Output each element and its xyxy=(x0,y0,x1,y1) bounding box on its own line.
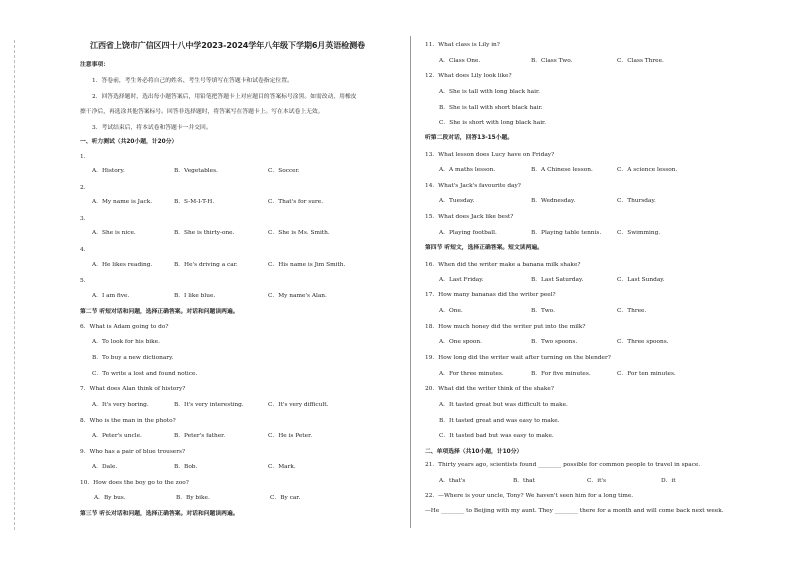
option-a[interactable]: A．Last Friday. xyxy=(439,277,484,283)
section-1-header: 一、听力测试（共20小题，计20分） xyxy=(80,139,178,145)
notice-2: 2．回答选择题时，选出每小题答案后，用铅笔把答题卡上对应题目的答案标号涂黑。如需改动，用橡皮 xyxy=(92,94,357,100)
part-4-header: 第四节 听短文，选择正确答案。短文读两遍。 xyxy=(425,245,543,251)
question-stem: 13．What lesson does Lucy have on Friday? xyxy=(425,152,555,158)
notice-2-cont: 擦干净后，再选涂其他答案标号。回答非选择题时，将答案写在答题卡上。写在本试卷上无效。 xyxy=(80,109,324,115)
question-number: 2． xyxy=(80,185,90,191)
option-b[interactable]: B．A Chinese lesson. xyxy=(531,167,593,173)
option-b[interactable]: B．S-M-I-T-H. xyxy=(174,199,215,205)
option-a[interactable]: A．Peter's uncle. xyxy=(92,433,142,439)
question-stem: 8．Who is the man in the photo? xyxy=(80,418,176,424)
option-c[interactable]: C．Last Sunday. xyxy=(617,277,665,283)
option-c[interactable]: C．By car. xyxy=(270,495,301,501)
option-b[interactable]: B．Class Two. xyxy=(531,58,573,64)
question-stem: 15．What does Jack like best? xyxy=(425,214,514,220)
option-a[interactable]: A．I am five. xyxy=(92,293,130,299)
dialog-2-header: 听第二段对话，回答13-15小题。 xyxy=(425,135,514,141)
option-b[interactable]: B．For five minutes. xyxy=(531,371,591,377)
exam-title: 江西省上饶市广信区四十八中学2023-2024学年八年级下学期6月英语检测卷 xyxy=(90,40,365,50)
option-a[interactable]: A．My name is Jack. xyxy=(92,199,153,205)
option-c[interactable]: C．It's very difficult. xyxy=(268,402,329,408)
option-c[interactable]: C．My name's Alan. xyxy=(268,293,327,299)
option-b[interactable]: B．He's driving a car. xyxy=(174,262,238,268)
option-c[interactable]: C．She is short with long black hair. xyxy=(439,120,547,126)
question-stem: 21．Thirty years ago, scientists found ________ possible for common people to travel in space. xyxy=(425,462,701,468)
option-c[interactable]: C．To write a lost and found notice. xyxy=(92,371,198,377)
option-a[interactable]: A．He likes reading. xyxy=(92,262,153,268)
option-c[interactable]: C．Three. xyxy=(617,308,647,314)
option-c[interactable]: C．She is Ms. Smith. xyxy=(268,230,330,236)
option-b[interactable]: B．It's very interesting. xyxy=(174,402,244,408)
question-number: 1． xyxy=(80,154,90,160)
option-b[interactable]: B．that xyxy=(513,478,535,484)
option-a[interactable]: A．For three minutes. xyxy=(439,371,504,377)
option-c[interactable]: C．He is Peter. xyxy=(268,433,313,439)
question-stem: 19．How long did the writer wait after turning on the blender? xyxy=(425,355,611,361)
option-d[interactable]: D．it xyxy=(661,478,676,484)
option-a[interactable]: A．One. xyxy=(439,308,463,314)
option-a[interactable]: A．Dale. xyxy=(92,464,118,470)
binding-line xyxy=(14,40,15,530)
option-c[interactable]: C．Swimming. xyxy=(617,230,661,236)
notice-label: 注意事项： xyxy=(80,62,109,68)
option-b[interactable]: B．To buy a new dictionary. xyxy=(92,355,174,361)
question-stem: 18．How much honey did the writer put into the milk? xyxy=(425,324,586,330)
option-b[interactable]: B．Playing table tennis. xyxy=(531,230,602,236)
question-number: 5． xyxy=(80,278,90,284)
option-b[interactable]: B．She is thirty-one. xyxy=(174,230,235,236)
option-b[interactable]: B．By bike. xyxy=(176,495,210,501)
question-stem: 14．What's Jack's favourite day? xyxy=(425,183,521,189)
option-c[interactable]: C．Mark. xyxy=(268,464,296,470)
section-2-header: 二、单项选择（共10小题，计10分） xyxy=(425,449,523,455)
option-c[interactable]: C．His name is Jim Smith. xyxy=(268,262,346,268)
question-stem: 12．What does Lily look like? xyxy=(425,73,512,79)
question-stem: 16．When did the writer make a banana milk shake? xyxy=(425,262,581,268)
option-c[interactable]: C．Class Three. xyxy=(617,58,664,64)
question-stem: 9．Who has a pair of blue trousers? xyxy=(80,449,186,455)
option-a[interactable]: A．Playing football. xyxy=(439,230,497,236)
option-a[interactable]: A．It tasted great but was difficult to make. xyxy=(439,402,568,408)
option-c[interactable]: C．Soccer. xyxy=(268,168,300,174)
question-stem: 11．What class is Lily in? xyxy=(425,42,500,48)
option-c[interactable]: C．Three spoons. xyxy=(617,339,669,345)
option-a[interactable]: A．She is nice. xyxy=(92,230,136,236)
question-number: 3． xyxy=(80,216,90,222)
question-stem-cont: —He ________ to Beijing with my aunt. They ________ there for a month and will come back next week. xyxy=(425,508,724,514)
notice-1: 1．答卷前，考生务必将自己的姓名、考生号等填写在答题卡和试卷指定位置。 xyxy=(92,78,293,84)
option-a[interactable]: A．She is tall with long black hair. xyxy=(439,89,540,95)
option-c[interactable]: C．It tasted bad but was easy to make. xyxy=(439,433,554,439)
option-a[interactable]: A．Class One. xyxy=(439,58,481,64)
option-b[interactable]: B．Last Saturday. xyxy=(531,277,584,283)
notice-3: 3．考试结束后，将本试卷和答题卡一并交回。 xyxy=(92,125,212,131)
part-3-header: 第三节 听长对话和问题，选择正确答案。对话和问题读两遍。 xyxy=(80,511,239,517)
column-divider xyxy=(410,36,411,528)
option-a[interactable]: A．One spoon. xyxy=(439,339,482,345)
option-b[interactable]: B．She is tall with short black hair. xyxy=(439,105,543,111)
question-number: 4． xyxy=(80,247,90,253)
question-stem: 20．What did the writer think of the shake? xyxy=(425,386,554,392)
option-a[interactable]: A．It's very boring. xyxy=(92,402,149,408)
option-a[interactable]: A．Tuesday. xyxy=(439,198,475,204)
question-stem: 17．How many bananas did the writer peel? xyxy=(425,292,556,298)
option-b[interactable]: B．Two. xyxy=(531,308,555,314)
question-stem: 7．What does Alan think of history? xyxy=(80,386,186,392)
option-c[interactable]: C．For ten minutes. xyxy=(617,371,676,377)
option-a[interactable]: A．By bus. xyxy=(94,495,126,501)
option-a[interactable]: A．A maths lesson. xyxy=(439,167,496,173)
question-stem: 6．What is Adam going to do? xyxy=(80,324,169,330)
option-a[interactable]: A．History. xyxy=(92,168,125,174)
option-c[interactable]: C．That's for sure. xyxy=(268,199,324,205)
question-stem: 22．—Where is your uncle, Tony? We haven't seen him for a long time. xyxy=(425,493,634,499)
option-b[interactable]: B．It tasted great and was easy to make. xyxy=(439,418,560,424)
option-b[interactable]: B．Bob. xyxy=(174,464,198,470)
option-a[interactable]: A．that's xyxy=(439,478,466,484)
option-c[interactable]: C．Thursday. xyxy=(617,198,656,204)
option-b[interactable]: B．I like blue. xyxy=(174,293,216,299)
question-stem: 10．How does the boy go to the zoo? xyxy=(80,480,189,486)
option-c[interactable]: C．it's xyxy=(587,478,606,484)
option-b[interactable]: B．Wednesday. xyxy=(531,198,576,204)
option-b[interactable]: B．Peter's father. xyxy=(174,433,226,439)
part-2-header: 第二节 听短对话和问题，选择正确答案。对话和问题读两遍。 xyxy=(80,309,239,315)
option-b[interactable]: B．Two spoons. xyxy=(531,339,578,345)
option-a[interactable]: A．To look for his bike. xyxy=(92,339,160,345)
option-b[interactable]: B．Vegetables. xyxy=(174,168,218,174)
option-c[interactable]: C．A science lesson. xyxy=(617,167,678,173)
